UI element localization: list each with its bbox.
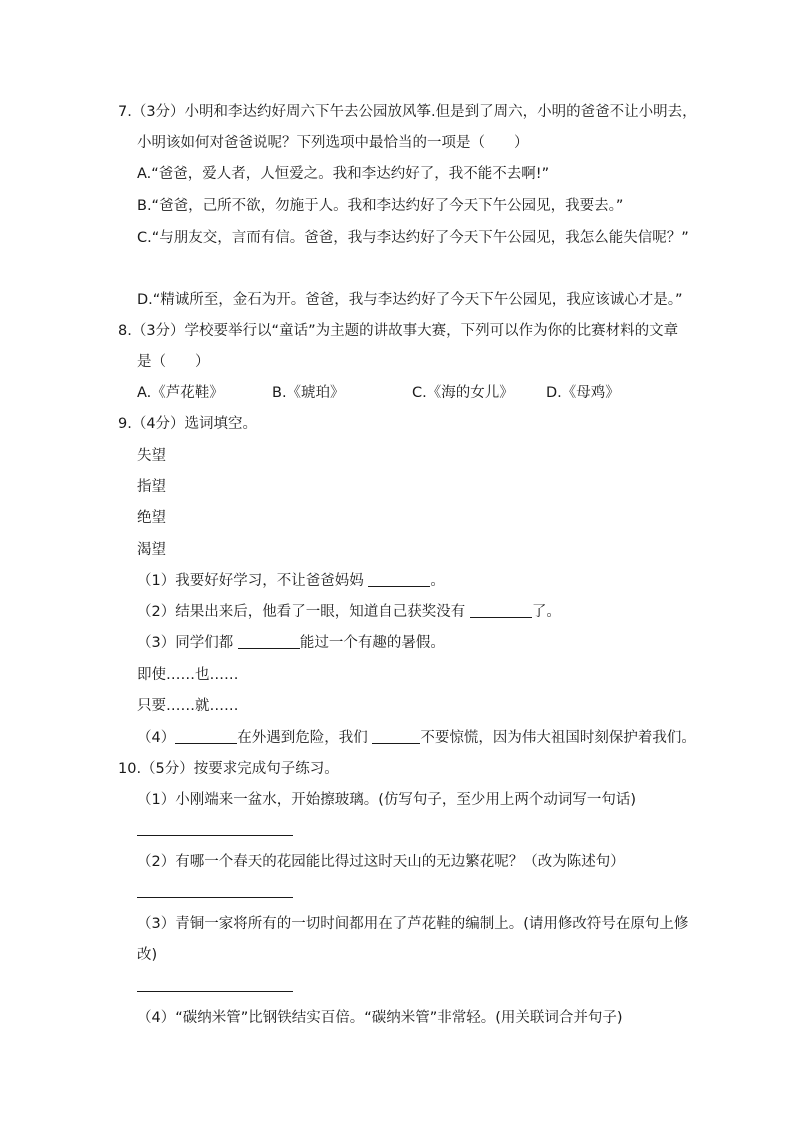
q9-sentence-4 (137, 728, 696, 748)
q9-s1-before: （1）我要好好学习，不让爸爸妈妈 (137, 573, 369, 589)
q9-sentence-1 (137, 571, 445, 591)
q9-conjunction-1: 即使……也…… (137, 667, 239, 683)
q9-word-2: 指望 (137, 479, 166, 495)
q8-stem-line2: 是（ ） (137, 354, 210, 370)
q9-sentence-3 (137, 633, 445, 653)
q9-s4-mid: 在外遇到危险，我们 (237, 730, 373, 746)
q7-option-d: D.“精诚所至，金石为开。爸爸，我与李达约好了今天下午公园见，我应该诚心才是。” (137, 292, 683, 308)
q9-s2-after: 了。 (531, 604, 561, 620)
q9-s3-after: 能过一个有趣的暑假。 (299, 635, 445, 651)
q9-s3-before: （3）同学们都 (137, 635, 238, 651)
q9-word-4: 渴望 (137, 542, 166, 558)
q9-stem: 9.（4分）选词填空。 (118, 416, 258, 432)
q10-answer-line-2[interactable] (137, 897, 293, 898)
q10-part-2: （2）有哪一个春天的花园能比得过这时天山的无边繁花呢？（改为陈述句） (137, 854, 625, 870)
q8-option-d: D.《母鸡》 (546, 385, 620, 401)
q10-stem: 10.（5分）按要求完成句子练习。 (118, 761, 339, 777)
q9-s4-before: （4） (137, 730, 176, 746)
q8-stem-line1: 8.（3分）学校要举行以“童话”为主题的讲故事大赛，下列可以作为你的比赛材料的文章 (118, 323, 679, 339)
q7-option-a: A.“爸爸，爱人者，人恒爱之。我和李达约好了，我不能不去啊!” (137, 166, 550, 182)
q8-option-a: A.《芦花鞋》 (137, 385, 224, 401)
q10-part-4: （4）“碳纳米管”比钢铁结实百倍。“碳纳米管”非常轻。(用关联词合并句子) (137, 1010, 623, 1026)
q7-option-b: B.“爸爸，己所不欲，勿施于人。我和李达约好了今天下午公园见，我要去。” (137, 198, 624, 214)
q10-answer-line-3[interactable] (137, 991, 293, 992)
q9-s1-after: 。 (430, 573, 445, 589)
q7-option-c: C.“与朋友交，言而有信。爸爸，我与李达约好了今天下午公园见，我怎么能失信呢？” (137, 230, 689, 246)
q9-s2-blank[interactable] (470, 603, 532, 618)
q9-s2-before: （2）结果出来后，他看了一眼，知道自己获奖没有 (137, 604, 470, 620)
q8-option-b: B.《琥珀》 (272, 385, 345, 401)
q10-part-1: （1）小刚端来一盆水，开始擦玻璃。(仿写句子，至少用上两个动词写一句话) (137, 792, 637, 808)
q10-part-3-line1: （3）青铜一家将所有的一切时间都用在了芦花鞋的编制上。(请用修改符号在原句上修 (137, 916, 689, 932)
q9-s4-after: 不要惊慌，因为伟大祖国时刻保护着我们。 (420, 730, 696, 746)
q10-answer-line-1[interactable] (137, 835, 293, 836)
q9-s3-blank[interactable] (238, 634, 300, 649)
q9-sentence-2 (137, 602, 561, 622)
q9-word-1: 失望 (137, 448, 166, 464)
q7-stem-line2: 小明该如何对爸爸说呢？下列选项中最恰当的一项是（ ） (137, 135, 529, 151)
q9-conjunction-2: 只要……就…… (137, 698, 239, 714)
q7-stem-line1: 7.（3分）小明和李达约好周六下午去公园放风筝.但是到了周六，小明的爸爸不让小明去， (118, 104, 697, 120)
q9-word-3: 绝望 (137, 510, 166, 526)
q9-s4-blank-2[interactable] (372, 729, 420, 744)
q9-s1-blank[interactable] (368, 572, 430, 587)
q8-option-c: C.《海的女儿》 (412, 385, 514, 401)
q9-s4-blank-1[interactable] (175, 729, 237, 744)
q10-part-3-line2: 改) (137, 947, 158, 963)
